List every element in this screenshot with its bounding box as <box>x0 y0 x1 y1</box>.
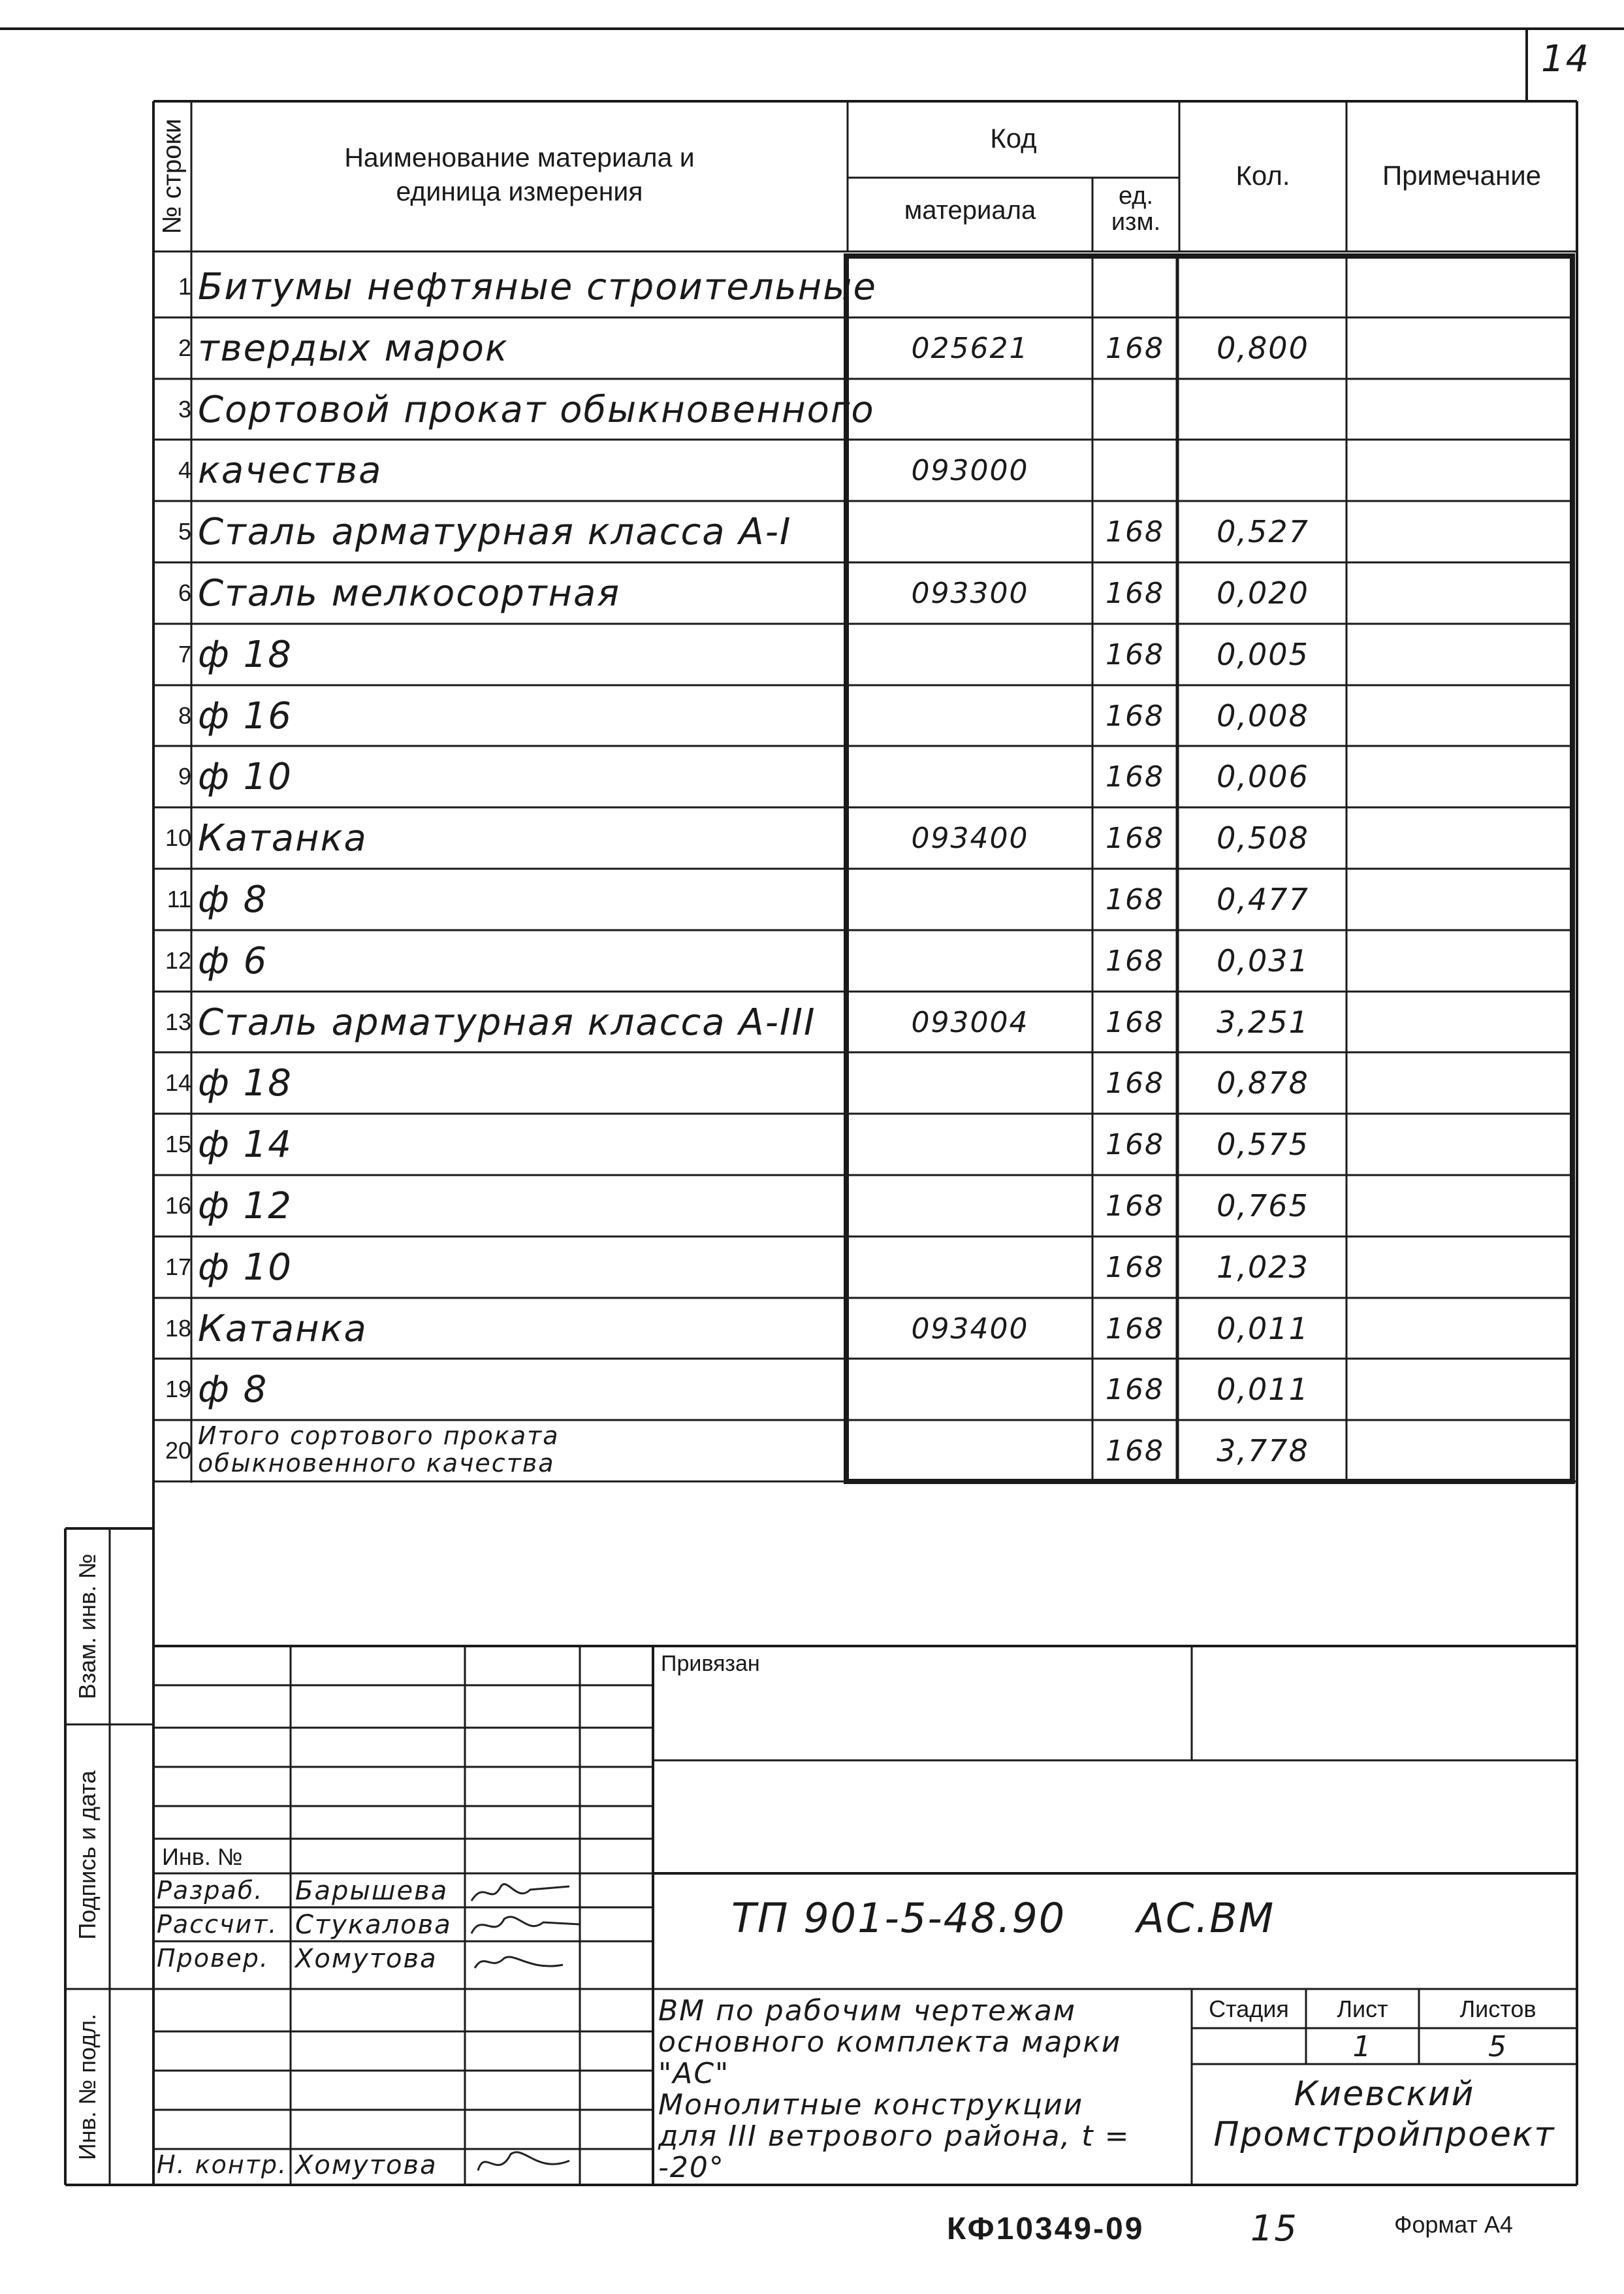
row-number: 10 <box>165 824 191 851</box>
description <box>658 1995 1194 2184</box>
material-name: качества <box>198 449 383 492</box>
header-qty: Кол. <box>1235 160 1290 191</box>
table-row <box>153 317 1577 379</box>
unit-code: 168 <box>1106 1006 1164 1039</box>
quantity: 0,020 <box>1217 575 1309 611</box>
table-row <box>153 992 1577 1053</box>
unit-code: 168 <box>1106 577 1164 610</box>
inv-podl-label: Инв. № подл. <box>74 2013 101 2161</box>
row-number: 13 <box>165 1009 191 1035</box>
header-note: Примечание <box>1382 160 1542 191</box>
inv-no-label: Инв. № <box>162 1843 243 1870</box>
material-name: Сортовой прокат обыкновенного <box>198 389 875 431</box>
format-label: Формат А4 <box>1394 2211 1513 2238</box>
footer-page: 15 <box>1250 2208 1298 2249</box>
material-name: Катанка <box>198 1308 368 1350</box>
table-row <box>153 1114 1577 1175</box>
header-material: материала <box>904 196 1036 225</box>
quantity: 0,005 <box>1217 637 1309 672</box>
role-prover: Провер. <box>157 1944 269 1973</box>
quantity: 0,008 <box>1217 698 1309 734</box>
unit-code: 168 <box>1106 1434 1164 1468</box>
row-number: 19 <box>165 1376 191 1402</box>
material-name: ф 8 <box>198 879 268 921</box>
material-name: Катанка <box>198 817 368 860</box>
unit-code: 168 <box>1106 883 1164 916</box>
table-row <box>153 1359 1577 1420</box>
row-number: 14 <box>165 1069 191 1096</box>
organization <box>1192 2074 1577 2155</box>
row-number: 16 <box>165 1192 191 1219</box>
row-number: 4 <box>178 457 191 483</box>
material-name-line-2: обыкновенного качества <box>198 1449 555 1478</box>
material-name: ф 16 <box>198 695 293 737</box>
quantity: 0,031 <box>1217 943 1309 978</box>
page-number: 14 <box>1541 38 1591 80</box>
description-line-3: Монолитные конструкции <box>658 2088 1084 2122</box>
row-number: 2 <box>178 334 191 361</box>
quantity: 0,527 <box>1217 514 1309 549</box>
name-label-1: Наименование материала и <box>344 142 695 172</box>
header-name <box>191 140 848 208</box>
sheets-value: 5 <box>1488 2030 1508 2063</box>
table-row <box>153 685 1577 747</box>
row-number: 5 <box>178 518 191 545</box>
org-line-2: Промстройпроект <box>1213 2115 1555 2154</box>
material-name: твердых марок <box>198 327 509 370</box>
row-number: 8 <box>178 702 191 729</box>
unit-code: 168 <box>1106 1189 1164 1223</box>
material-code: 093000 <box>911 454 1029 487</box>
row-number: 7 <box>178 641 191 668</box>
material-code: 093300 <box>911 577 1029 610</box>
material-code: 093400 <box>911 822 1029 855</box>
stage-label: Стадия <box>1209 1995 1289 2022</box>
name-nkontr: Хомутова <box>295 2150 438 2180</box>
row-number: 20 <box>165 1437 191 1464</box>
quantity: 3,778 <box>1217 1433 1309 1468</box>
table-row <box>153 930 1577 992</box>
role-nkontr: Н. контр. <box>157 2150 288 2179</box>
row-no-label: № строки <box>157 118 187 234</box>
org-line-1: Киевский <box>1294 2075 1475 2114</box>
unit-code: 168 <box>1106 1373 1164 1406</box>
table-row <box>153 379 1577 440</box>
row-number: 15 <box>165 1131 191 1157</box>
quantity: 3,251 <box>1217 1005 1309 1040</box>
table-row <box>153 746 1577 807</box>
quantity: 1,023 <box>1217 1250 1309 1285</box>
side-vzam <box>65 1528 110 1724</box>
row-number: 3 <box>178 396 191 423</box>
table-row <box>153 562 1577 624</box>
material-code: 093400 <box>911 1312 1029 1346</box>
vzam-label: Взам. инв. № <box>74 1553 101 1700</box>
podpis-label: Подпись и дата <box>74 1770 101 1940</box>
quantity: 0,765 <box>1217 1188 1309 1223</box>
material-code: 093004 <box>911 1006 1029 1039</box>
quantity: 0,477 <box>1217 882 1309 917</box>
side-podpis <box>65 1724 110 1989</box>
table-row <box>153 1420 1577 1481</box>
name-prover: Хомутова <box>295 1944 438 1974</box>
material-name: Итого сортового проката <box>198 1421 560 1450</box>
row-number: 11 <box>167 886 191 913</box>
name-razrab: Барышева <box>295 1876 449 1906</box>
privyazan-label: Привязан <box>661 1651 760 1676</box>
unit-label-2: изм. <box>1111 208 1161 236</box>
table-row <box>153 807 1577 869</box>
table-row <box>153 1236 1577 1298</box>
description-line-1: ВМ по рабочим чертежам <box>658 1994 1077 2027</box>
archive-number: КФ10349-09 <box>947 2212 1145 2246</box>
signatures <box>465 1873 580 2187</box>
material-name: ф 6 <box>198 940 268 982</box>
material-name: ф 12 <box>198 1185 293 1227</box>
row-number: 6 <box>178 579 191 606</box>
table-row <box>153 624 1577 685</box>
description-line-2: основного комплекта марки "АС" <box>658 2026 1122 2090</box>
unit-code: 168 <box>1106 1251 1164 1284</box>
designation: ТП 901-5-48.90 АС.ВМ <box>731 1894 1275 1942</box>
role-razrab: Разраб. <box>157 1876 264 1905</box>
unit-code: 168 <box>1106 760 1164 794</box>
header-unit <box>1092 183 1179 235</box>
unit-code: 168 <box>1106 822 1164 855</box>
material-name: ф 10 <box>198 756 293 798</box>
material-code: 025621 <box>911 332 1029 365</box>
table-row <box>153 1052 1577 1114</box>
quantity: 0,011 <box>1217 1372 1309 1407</box>
quantity: 0,575 <box>1217 1127 1309 1162</box>
description-line-4: для III ветрового района, t = -20° <box>658 2120 1130 2184</box>
table-row <box>153 440 1577 501</box>
sheet-value: 1 <box>1352 2030 1373 2063</box>
material-name: Сталь арматурная класса А-III <box>198 1001 816 1044</box>
table-row <box>153 501 1577 562</box>
unit-code: 168 <box>1106 515 1164 549</box>
header-code: Код <box>990 123 1037 153</box>
material-name: Сталь мелкосортная <box>198 572 621 615</box>
material-name: Сталь арматурная класса А-I <box>198 511 792 553</box>
row-number: 12 <box>165 947 191 974</box>
row-number: 1 <box>178 273 191 300</box>
quantity: 0,508 <box>1217 820 1309 856</box>
unit-code: 168 <box>1106 638 1164 671</box>
unit-code: 168 <box>1106 1312 1164 1346</box>
quantity: 0,011 <box>1217 1311 1309 1346</box>
table-row <box>153 869 1577 930</box>
header-row-no <box>153 101 191 251</box>
unit-code: 168 <box>1106 700 1164 733</box>
material-name: ф 14 <box>198 1123 293 1166</box>
unit-code: 168 <box>1106 1128 1164 1161</box>
material-name: ф 10 <box>198 1246 293 1289</box>
table-row <box>153 1298 1577 1359</box>
material-name: ф 18 <box>198 634 293 676</box>
unit-code: 168 <box>1106 332 1164 365</box>
quantity: 0,800 <box>1217 331 1309 366</box>
unit-code: 168 <box>1106 945 1164 978</box>
material-name: ф 18 <box>198 1062 293 1105</box>
row-number: 9 <box>178 763 191 790</box>
quantity: 0,006 <box>1217 759 1309 794</box>
sheet-label: Лист <box>1337 1995 1388 2022</box>
material-name: Битумы нефтяные строительные <box>198 266 877 308</box>
role-rasschit: Рассчит. <box>157 1910 278 1939</box>
row-number: 17 <box>165 1253 191 1280</box>
quantity: 0,878 <box>1217 1065 1309 1101</box>
material-name: ф 8 <box>198 1368 268 1411</box>
table-row <box>153 256 1577 317</box>
sheets-label: Листов <box>1459 1995 1536 2022</box>
row-number: 18 <box>165 1315 191 1342</box>
name-rasschit: Стукалова <box>295 1910 452 1940</box>
side-inv-podl <box>65 1989 110 2185</box>
unit-code: 168 <box>1106 1067 1164 1100</box>
name-label-2: единица измерения <box>396 176 643 206</box>
unit-label-1: ед. <box>1118 182 1154 210</box>
table-row <box>153 1175 1577 1236</box>
